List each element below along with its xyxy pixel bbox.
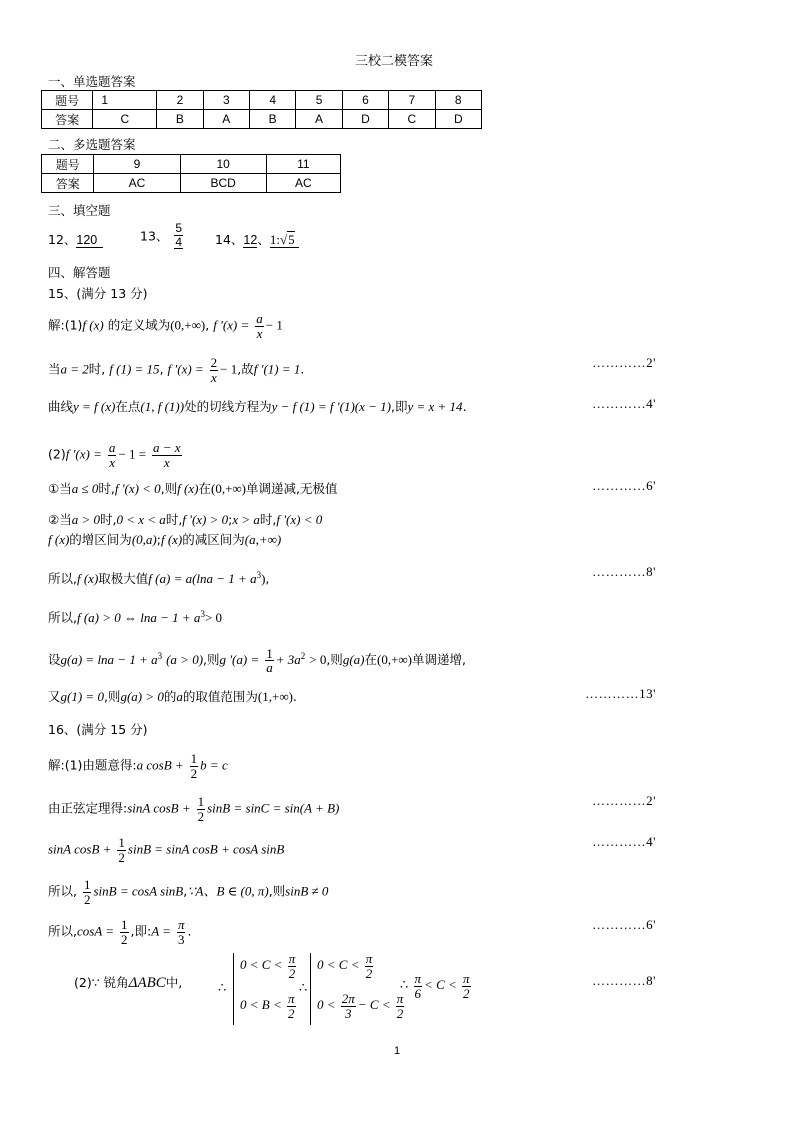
fraction <box>414 972 423 1000</box>
question-number: 12、 <box>48 232 77 247</box>
math: f (1) = 15 <box>109 361 160 377</box>
math: sinB = cosA sinB <box>93 883 184 899</box>
numerator: π <box>414 971 422 986</box>
numerator: 2π <box>341 991 355 1006</box>
numerator: π <box>365 951 373 966</box>
score-mark: …………2' <box>592 793 656 808</box>
math: − 1 <box>265 317 283 333</box>
numerator: π <box>463 971 470 986</box>
page-number: 1 <box>394 1045 401 1057</box>
section-4-heading: 四、解答题 <box>48 265 111 280</box>
numerator: π <box>396 991 404 1006</box>
fraction <box>108 441 117 469</box>
text: 时, <box>259 512 277 527</box>
numerator: π <box>288 991 295 1006</box>
text: . <box>187 923 192 939</box>
therefore-sign: ∴ <box>400 977 409 993</box>
text: 在 <box>198 481 211 496</box>
numerator: a − x <box>153 440 181 455</box>
text: 所以, <box>48 883 77 899</box>
fill-blank-14 <box>215 230 299 248</box>
text: 解:(1) <box>48 317 83 333</box>
text: 单调递减,无极值 <box>246 481 338 496</box>
score-mark: …………6' <box>592 917 656 932</box>
score-mark: …………8' <box>592 564 656 579</box>
text: ; <box>228 512 233 527</box>
answer-ratio: 1:√5 <box>270 232 299 248</box>
section-1-heading: 一、单选题答案 <box>48 74 136 89</box>
fill-blank-13 <box>140 222 185 249</box>
numerator: 1 <box>197 794 205 809</box>
answer-value: 120 <box>76 233 103 248</box>
denominator: 2 <box>197 808 205 824</box>
table-cell: 10 <box>180 155 266 174</box>
range-result <box>400 972 473 1000</box>
denominator: 2 <box>288 965 296 981</box>
table-cell: 答案 <box>42 174 94 193</box>
therefore-sign: ∴ <box>299 980 308 995</box>
denominator: 3 <box>177 931 185 947</box>
math: x > a <box>232 512 260 527</box>
section-3-heading: 三、填空题 <box>48 203 111 218</box>
denominator: a <box>266 660 273 676</box>
text: 的定义域为 <box>103 317 171 333</box>
text: , <box>205 317 210 333</box>
text: ,即 <box>390 399 408 414</box>
math: a > 0 <box>71 512 100 527</box>
table-row <box>42 174 341 193</box>
score-mark: …………4' <box>592 834 656 849</box>
single-choice-table <box>41 90 482 129</box>
math: (1,+∞) <box>257 689 293 704</box>
text: 所以, <box>48 923 77 939</box>
math: 0 < <box>317 997 336 1013</box>
q15-line-1 <box>48 311 283 341</box>
math: g(a) > 0 <box>120 689 164 704</box>
table-cell: 9 <box>94 155 180 174</box>
math: sinB = sinA cosB + cosA sinB <box>127 841 285 857</box>
left-brace <box>233 953 239 1025</box>
text: ,即: <box>130 923 152 939</box>
text: 解:(1)由题意得: <box>48 757 137 773</box>
math: ΔABC <box>128 975 166 991</box>
multi-choice-table <box>41 154 341 193</box>
text: ,故 <box>237 361 254 377</box>
math: g '(a) = <box>219 652 260 668</box>
math: y − f (1) = f ′(1)(x − 1) <box>271 399 391 414</box>
numerator: 2 <box>210 355 218 370</box>
denominator: 2 <box>288 1005 295 1021</box>
q16-title: 16、(满分 15 分) <box>48 722 148 737</box>
q15-line-8 <box>48 565 269 585</box>
fraction <box>117 836 126 864</box>
fraction <box>177 918 186 946</box>
text: 在点 <box>115 399 141 414</box>
numerator: 1 <box>266 645 273 661</box>
fraction <box>190 752 199 780</box>
text: 设 <box>48 652 61 668</box>
table-cell: B <box>249 110 295 129</box>
math: + 3a <box>275 652 301 668</box>
denominator: 2 <box>118 849 125 865</box>
sqrt-radicand: 5 <box>288 232 295 247</box>
math: a = 2 <box>60 361 89 377</box>
condition-line <box>317 952 375 980</box>
superscript: 3 <box>157 651 163 661</box>
math: sinB = sinC = sin(A + B) <box>207 800 340 816</box>
math: f '(x) < 0 <box>276 512 323 527</box>
text: . <box>292 689 297 704</box>
condition-line <box>317 992 406 1020</box>
math: ∵A、B ∈ (0, π) <box>187 883 269 899</box>
text: 时, <box>100 512 117 527</box>
table-cell: 1 <box>93 91 157 110</box>
math: − 1 = <box>118 446 147 462</box>
text: ,则 <box>103 689 121 704</box>
math: b = c <box>200 757 228 773</box>
math: ) <box>261 571 266 587</box>
math: f (a) = a(lna − 1 + a <box>148 571 257 587</box>
table-cell: D <box>435 110 481 129</box>
table-cell: A <box>203 110 249 129</box>
text: , <box>183 883 188 899</box>
math: (a,+∞) <box>244 532 282 547</box>
fraction <box>83 878 92 906</box>
denominator: 6 <box>414 985 422 1001</box>
score-mark: …………2' <box>592 355 656 370</box>
math: (0,+∞) <box>377 652 413 668</box>
text: 的增区间为 <box>69 532 132 547</box>
text: 处的切线方程为 <box>184 399 272 414</box>
q15-line-7 <box>48 530 281 550</box>
numerator: a <box>108 440 116 455</box>
math: f '(x) > 0 <box>182 512 229 527</box>
text: 所以, <box>48 571 77 587</box>
text: ,则 <box>326 652 343 668</box>
q15-line-5 <box>48 479 337 499</box>
table-row <box>42 155 341 174</box>
numerator: π <box>288 951 296 966</box>
math: f ′(x) = <box>167 361 204 377</box>
fraction <box>197 795 206 823</box>
text: 当 <box>48 361 61 377</box>
text: ,则 <box>160 481 178 496</box>
text: 曲线 <box>48 399 74 414</box>
superscript: 2 <box>300 651 306 661</box>
math: sinA cosB + <box>127 800 191 816</box>
table-cell: 5 <box>296 91 342 110</box>
text: 时, <box>165 512 183 527</box>
table-cell: AC <box>94 174 180 193</box>
text: , <box>159 361 164 377</box>
text: 取极大值 <box>98 571 149 587</box>
denominator: x <box>163 454 170 470</box>
q15-line-10 <box>48 645 466 676</box>
math: − 1 <box>220 361 238 377</box>
table-cell: 8 <box>435 91 481 110</box>
numerator: a <box>256 311 263 326</box>
fraction <box>120 918 129 946</box>
superscript: 3 <box>256 570 262 580</box>
math: 0 < C < <box>317 957 360 973</box>
table-cell: 4 <box>249 91 295 110</box>
math: a cosB + <box>136 757 184 773</box>
text: ,则 <box>203 652 220 668</box>
fraction <box>365 952 374 980</box>
text: 单调递增, <box>412 652 466 668</box>
denominator: 2 <box>190 765 198 781</box>
text: (2)∵ 锐角 <box>74 975 129 990</box>
math: < C < <box>424 977 457 993</box>
text: 时, <box>88 361 106 377</box>
text: 的减区间为 <box>182 532 245 547</box>
page-title: 三校二模答案 <box>355 54 434 69</box>
answer-value: 12 <box>243 233 258 247</box>
math: (0,a) <box>131 532 157 547</box>
denominator: 4 <box>175 234 183 249</box>
q15-title: 15、(满分 13 分) <box>48 286 148 301</box>
question-number: 13、 <box>140 228 169 244</box>
denominator: 2 <box>121 931 128 947</box>
text: ; <box>156 532 161 547</box>
math: 0 < C < <box>240 957 283 973</box>
text: (2) <box>48 446 66 462</box>
math: g(1) = 0 <box>60 689 104 704</box>
fraction <box>287 992 296 1020</box>
superscript: 3 <box>200 609 205 619</box>
ratio-prefix: 1: <box>269 232 280 247</box>
math: (1, f (1)) <box>140 399 185 414</box>
text: 的 <box>163 689 177 704</box>
text: ①当 <box>48 481 72 496</box>
text: 时, <box>98 481 115 496</box>
fraction <box>265 647 274 675</box>
math: g(a) = lna − 1 + a <box>60 652 158 668</box>
math: sinA cosB + <box>48 841 112 857</box>
text: . <box>462 399 467 414</box>
table-cell: 答案 <box>42 110 93 129</box>
math: A = <box>151 923 171 939</box>
text: 所以, <box>48 610 77 626</box>
math: y = f (x) <box>73 399 116 414</box>
table-cell: AC <box>266 174 340 193</box>
table-cell: BCD <box>180 174 266 193</box>
fraction <box>210 356 219 384</box>
math: f '(x) < 0 <box>114 481 161 496</box>
therefore-sign: ∴ <box>218 980 227 995</box>
math: f ′(1) = 1 <box>253 361 301 377</box>
math: − C < <box>357 997 391 1013</box>
math: (0,+∞) <box>210 481 246 496</box>
denominator: 2 <box>463 985 470 1001</box>
fraction <box>462 972 471 1000</box>
text: . <box>300 361 305 377</box>
table-cell: 11 <box>266 155 340 174</box>
q16-line-3 <box>48 835 285 865</box>
q15-line-4 <box>48 440 184 470</box>
answer-fraction <box>174 222 183 249</box>
q16-line-1 <box>48 751 228 781</box>
denominator: 2 <box>396 1005 404 1021</box>
math: 0 < B < <box>240 997 282 1013</box>
denominator: 2 <box>365 965 373 981</box>
math: a <box>176 689 183 704</box>
text: 的取值范围为 <box>182 689 258 704</box>
math: 0 < x < a <box>116 512 166 527</box>
condition-line <box>240 992 298 1020</box>
math: (0,+∞) <box>170 317 206 333</box>
denominator: 3 <box>345 1005 352 1021</box>
math: f (x) <box>82 317 104 333</box>
q15-line-2 <box>48 355 305 385</box>
score-mark: …………8' <box>592 973 656 988</box>
q15-line-9 <box>48 604 222 624</box>
numerator: 1 <box>121 917 128 932</box>
denominator: x <box>109 454 115 470</box>
table-row <box>42 110 482 129</box>
text: 又 <box>48 689 61 704</box>
math: cosA = <box>76 923 115 939</box>
math: a ≤ 0 <box>71 481 99 496</box>
table-cell: A <box>296 110 342 129</box>
text: ,则 <box>268 883 286 899</box>
table-cell: D <box>342 110 388 129</box>
fill-blank-12 <box>48 230 103 248</box>
text: 中, <box>165 975 183 990</box>
numerator: 1 <box>190 751 198 766</box>
math: sinB ≠ 0 <box>285 883 329 899</box>
math: y = x + 14 <box>407 399 463 414</box>
table-cell: 2 <box>157 91 203 110</box>
fraction <box>152 441 182 469</box>
q16-line-2 <box>48 794 340 824</box>
condition-line <box>240 952 298 980</box>
math: > 0 <box>204 610 223 626</box>
math: f (x) <box>48 532 70 547</box>
section-2-heading: 二、多选题答案 <box>48 137 136 152</box>
table-cell: B <box>157 110 203 129</box>
math: f (a) > 0 ⇔ lna − 1 + a <box>76 610 201 626</box>
q15-line-3 <box>48 397 467 417</box>
fraction <box>341 992 356 1020</box>
table-cell: 题号 <box>42 155 94 174</box>
table-cell: C <box>389 110 435 129</box>
q15-line-6 <box>48 510 322 530</box>
separator: 、 <box>257 232 270 247</box>
q16-line-6-lead <box>74 973 182 992</box>
table-cell: C <box>93 110 157 129</box>
denominator: x <box>256 325 263 341</box>
numerator: 1 <box>118 835 125 850</box>
denominator: 2 <box>83 891 91 907</box>
math: f '(x) = <box>213 317 250 333</box>
q16-line-5 <box>48 917 192 947</box>
table-row <box>42 91 482 110</box>
left-brace <box>310 953 316 1025</box>
table-cell: 7 <box>389 91 435 110</box>
q16-line-4 <box>48 877 329 907</box>
denominator: x <box>211 369 217 385</box>
math: f ′(x) = <box>65 446 102 462</box>
fraction <box>255 312 264 340</box>
score-mark: …………6' <box>592 478 656 493</box>
table-cell: 3 <box>203 91 249 110</box>
score-mark: …………4' <box>592 396 656 411</box>
math: > 0 <box>309 652 327 668</box>
table-cell: 6 <box>342 91 388 110</box>
numerator: 5 <box>175 221 183 235</box>
numerator: 1 <box>83 877 91 892</box>
question-number: 14、 <box>215 232 244 247</box>
text: 在 <box>364 652 377 668</box>
math: f (x) <box>177 481 199 496</box>
math: g(a) <box>342 652 365 668</box>
text: ②当 <box>48 512 72 527</box>
math: (a > 0) <box>166 652 204 668</box>
numerator: π <box>177 917 185 932</box>
text: 由正弦定理得: <box>48 800 128 816</box>
q15-line-11 <box>48 687 297 707</box>
table-cell: 题号 <box>42 91 93 110</box>
text: , <box>265 571 270 587</box>
math: f (x) <box>76 571 99 587</box>
score-mark: …………13' <box>585 686 656 701</box>
math: f (x) <box>160 532 183 547</box>
fraction <box>288 952 297 980</box>
